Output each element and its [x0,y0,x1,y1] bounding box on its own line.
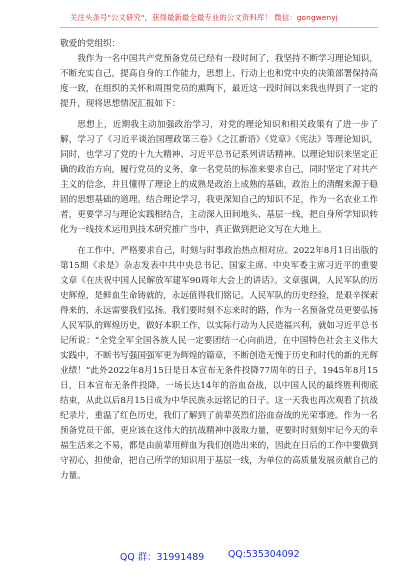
header-banner: 关注头条号"公文研究"，获得最新最全最专业的公文资料库！ 微信：gongwenyj [70,13,338,22]
paragraph-intro: 我作为一名中国共产党预备党员已经有一段时间了，我坚持不断学习理论知识，不断充实自己，提高自身的工作能力，思想上、行动上也和党中央的决策部署保持高度一致，在组织的关怀和周围党员的熏陶下，最近这一段时间以来我也得到了一定的提升，现将思想情况汇报如下： [60,54,378,109]
paragraph-work: 在工作中，严格要求自己，时刻与时事政治热点相对应。2022年8月1日出版的第15期《求是》杂志发表中共中央总书记、国家主席、中央军委主席习近平的重要文章《在庆祝中国人民解放军建军90周年大会上的讲话》。文章强调，人民军队的历史辉煌，是鲜血生命铸就的，永远值得我们铭记。人民军队的历史经验，是艰辛探索得来的，永远需要我们弘扬。我们要时刻不忘来时的路，作为一名预备党员更要弘扬人民军队的辉煌历史，做好本职工作，以实际行动为人民造福兴利，就如习近平总书记所说：“全党全军全国各族人民一定要团结一心向前进，在中国特色社会主义伟大实践中，不断书写强国强军更为辉煌的篇章，不断创造无愧于历史和时代的新的光辉业绩！”此外2022年8月15日是日本宣布无条件投降77周年的日子，1945年8月15日，日本宣布无条件投降，一场长达14年的浴血奋战，以中国人民的最终胜利彻底结束，从此以后8月15日成为中华民族永远铭记的日子。这一天我也再次观看了抗战纪录片，重温了红色历史，我们了解到了前辈英烈们浴血奋战的光荣事迹。作为一名预备党员干部，更应该在这伟大的抗战精神中汲取力量，更要时时刻刻牢记今天的幸福生活来之不易，都是由前辈用鲜血为我们创造出来的，因此在日后的工作中要做到守初心，担使命，把自己所学的知识用于基层一线，为单位的高质量发展贡献自己的力量。 [60,246,378,481]
qq-group-number: QQ 群：31991489 [120,552,205,563]
header-divider [60,27,378,28]
salutation: 敬爱的党组织： [60,39,121,49]
document-body [60,37,378,484]
paragraph-thought: 思想上，近期我主动加强政治学习，对党的理论知识和相关政策有了进一步了解，学习了《习近平谈治国理政第三卷》《之江新语》《党章》《宪法》等理论知识，同时，也学习了党的十九大精神、习近平总书记系列讲话精神。以理论知识来坚定正确的政治方向，履行党员的义务，拿一名党员的标准来要求自己，同时坚定了对共产主义的信念，并且懂得了理论上的成熟是政治上成熟的基础，政治上的清醒来源于稳固的思想基础的道理。结合理论学习，我更深知自己的知识不足，作为一名农业工作者，更要学习与理论实践相结合，主动深入田间地头、基层一线，把自身所学知识转化为一线技术运用到技术研究推广当中，真正做到把论文写在大地上。 [60,120,378,235]
qq-number: QQ:535304092 [228,549,300,560]
